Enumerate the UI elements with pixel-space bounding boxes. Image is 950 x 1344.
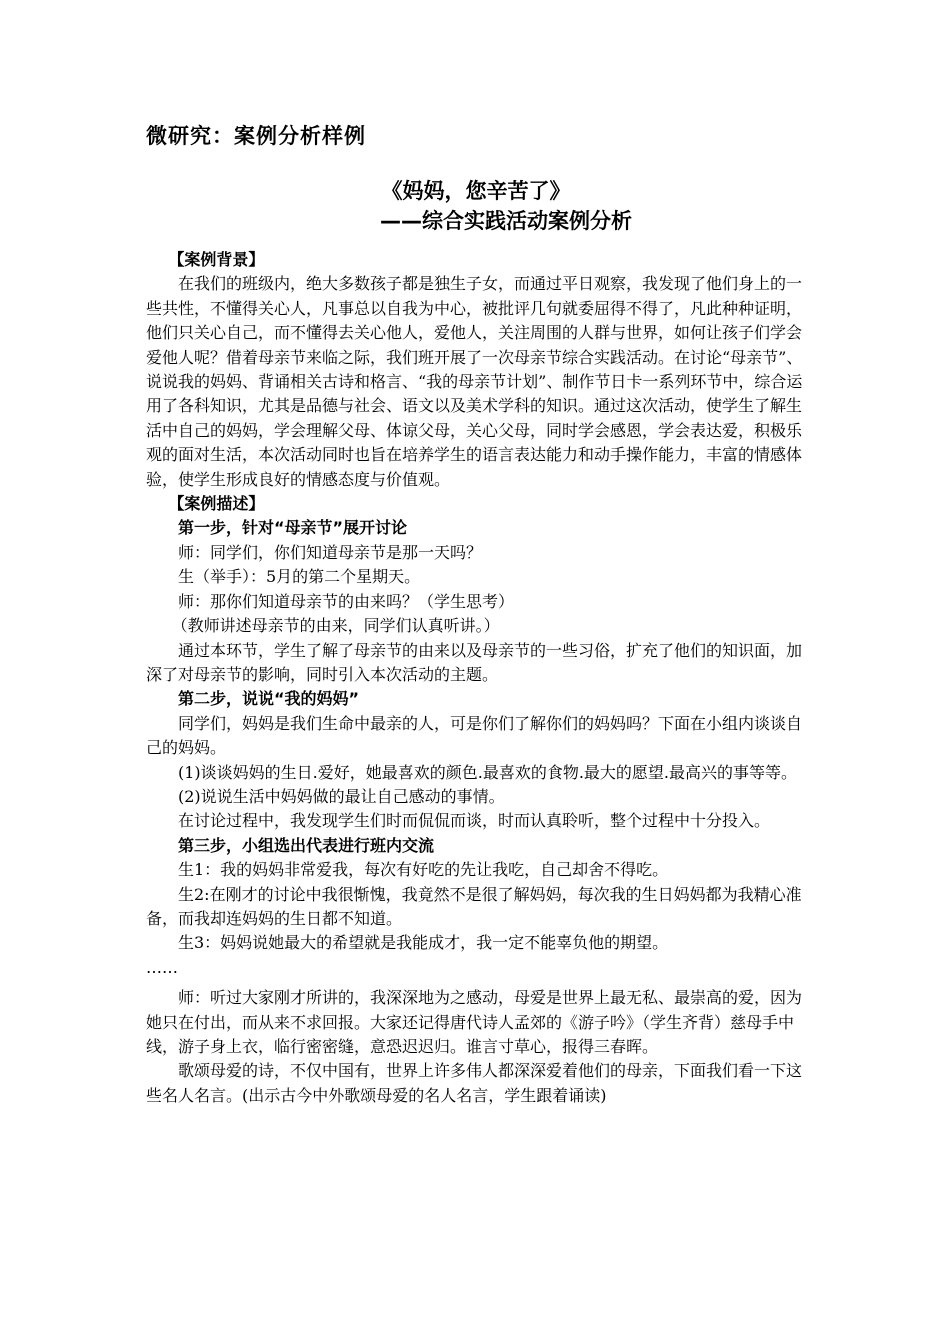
background-paragraph: 在我们的班级内，绝大多数孩子都是独生子女，而通过平日观察，我发现了他们身上的一些共性，不懂得关心人，凡事总以自我为中心，被批评几句就委屈得不得了，凡此种种证明，他们只关心自己，而不懂得去关心他人，爱他人，关注周围的人群与世界，如何让孩子们学会爱他人呢？借着母亲节来临之际，我们班开展了一次母亲节综合实践活动。在讨论“母亲节”、说说我的妈妈、背诵相关古诗和格言、“我的母亲节计划”、制作节日卡一系列环节中，综合运用了各科知识，尤其是品德与社会、语文以及美术学科的知识。通过这次活动，使学生了解生活中自己的妈妈，学会理解父母、体谅父母，关心父母，同时学会感恩，学会表达爱，积极乐观的面对生活，本次活动同时也旨在培养学生的语言表达能力和动手操作能力，丰富的情感体验，使学生形成良好的情感态度与价值观。	[146, 274, 803, 489]
title-line-1: 《妈妈，您辛苦了》	[381, 179, 571, 203]
step2-summary: 在讨论过程中，我发现学生们时而侃侃而谈，时而认真聆听，整个过程中十分投入。	[178, 811, 771, 831]
title-line-2: ——综合实践活动案例分析	[380, 209, 632, 233]
step1-line: 师：同学们，你们知道母亲节是那一天吗？	[178, 542, 483, 562]
section-heading-description: 【案例描述】	[168, 494, 265, 514]
closing-paragraph: 歌颂母爱的诗，不仅中国有，世界上许多伟人都深深爱着他们的母亲，下面我们看一下这些名人名言。(出示古今中外歌颂母爱的名人名言，学生跟着诵读)	[146, 1061, 803, 1105]
step2-item-1: (1)谈谈妈妈的生日.爱好，她最喜欢的颜色.最喜欢的食物.最大的愿望.最高兴的事等等。	[178, 762, 798, 782]
step1-line: （教师讲述母亲节的由来，同学们认真听讲。）	[171, 616, 500, 636]
step3-title: 第三步，小组选出代表进行班内交流	[178, 835, 435, 855]
step2-item-2: (2)说说生活中妈妈做的最让自己感动的事情。	[178, 786, 505, 806]
section-heading-background: 【案例背景】	[168, 250, 265, 269]
student-3-statement: 生3：妈妈说她最大的希望就是我能成才，我一定不能辜负他的期望。	[178, 933, 669, 953]
student-1-statement: 生1：我的妈妈非常爱我，每次有好吃的先让我吃，自己却舍不得吃。	[178, 860, 669, 880]
ellipsis: ……	[146, 957, 178, 977]
student-2-statement: 生2:在刚才的讨论中我很惭愧，我竟然不是很了解妈妈，每次我的生日妈妈都为我精心准备，而我却连妈妈的生日都不知道。	[146, 884, 802, 928]
step1-title: 第一步，针对“母亲节”展开讨论	[178, 518, 408, 538]
article-title	[146, 176, 806, 236]
teacher-statement: 师：听过大家刚才所讲的，我深深地为之感动，母爱是世界上最无私、最崇高的爱，因为她只在付出，而从来不求回报。大家还记得唐代诗人孟郊的《游子吟》（学生齐背）慈母手中线，游子身上衣，临行密密缝，意恐迟迟归。谁言寸草心，报得三春晖。	[146, 988, 803, 1056]
document-body	[146, 248, 806, 1108]
step2-intro: 同学们，妈妈是我们生命中最亲的人，可是你们了解你们的妈妈吗？下面在小组内谈谈自己的妈妈。	[146, 713, 803, 758]
step2-title: 第二步，说说“我的妈妈”	[178, 689, 360, 709]
step1-line: 生（举手）：5月的第二个星期天。	[178, 567, 421, 587]
document-heading: 微研究：案例分析样例	[146, 124, 366, 148]
step1-summary: 通过本环节，学生了解了母亲节的由来以及母亲节的一些习俗，扩充了他们的知识面，加深了对母亲节的影响，同时引入本次活动的主题。	[146, 640, 803, 684]
step1-line: 师：那你们知道母亲节的由来吗？（学生思考）	[178, 591, 515, 611]
